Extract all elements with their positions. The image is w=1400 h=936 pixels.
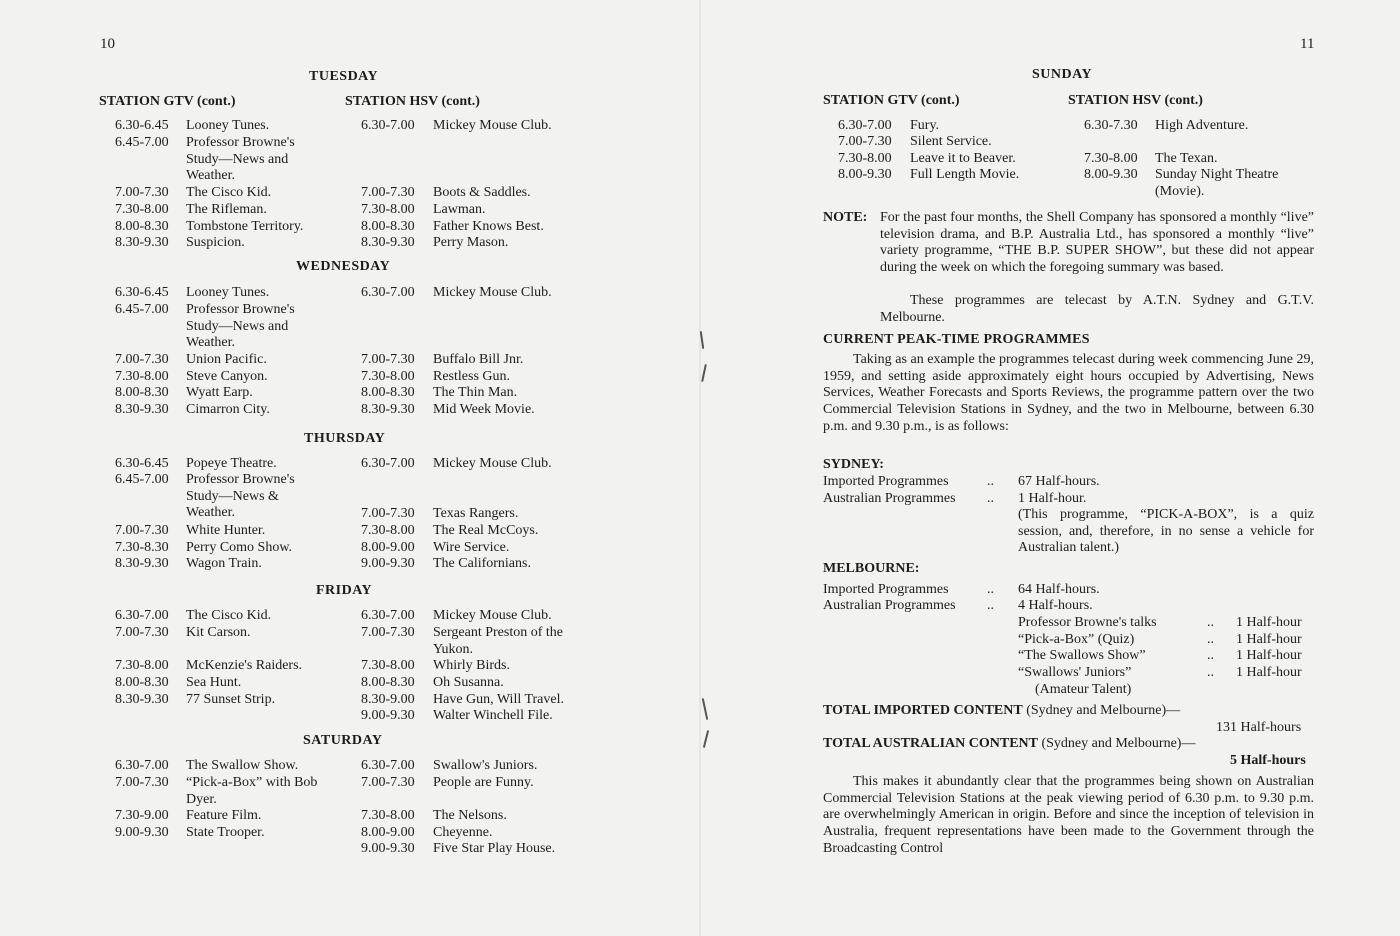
column-heading-hsv: STATION HSV (cont.) (345, 94, 480, 109)
melbourne-imported-value: 64 Half-hours. (1018, 582, 1100, 597)
breakdown-item: “Swallows' Juniors” (1018, 665, 1132, 680)
melbourne-australian-value: 4 Half-hours. (1018, 598, 1093, 613)
sydney-imported-value: 67 Half-hours. (1018, 474, 1100, 489)
peak-intro: Taking as an example the programmes telecast during week commencing June 29, 1959, and setting aside approximately eight hours occupied by Advertising, News Services, Weather Forecasts and Sports Reviews, the programme pattern over the two Commercial Television Stations in Sydney, and the two in Melbourne, between 6.30 p.m. and 9.30 p.m., is as follows: (823, 352, 1314, 434)
dot-leader: .. (987, 598, 994, 613)
total-australian: TOTAL AUSTRALIAN CONTENT (Sydney and Melbourne)— (823, 736, 1196, 751)
dot-leader: .. (1207, 632, 1214, 647)
dot-leader: .. (987, 582, 994, 597)
peak-heading: CURRENT PEAK-TIME PROGRAMMES (823, 332, 1090, 347)
day-heading-tuesday: TUESDAY (309, 69, 379, 84)
melbourne-heading: MELBOURNE: (823, 561, 920, 576)
breakdown-note: (Amateur Talent) (1035, 682, 1132, 697)
dot-leader: .. (987, 474, 994, 489)
closing-paragraph: This makes it abundantly clear that the programmes being shown on Australian Commercial Television Stations at the peak viewing period of 6.30 p.m. to 9.30 p.m. are overwhelmingly American in origin. Before and since the inception of television in Australia, frequent representations have been made to the Government through the Broadcasting Control (823, 774, 1314, 856)
note-label: NOTE: (823, 210, 868, 225)
melbourne-australian-label: Australian Programmes (823, 598, 956, 613)
total-imported: TOTAL IMPORTED CONTENT (Sydney and Melbourne)— (823, 703, 1181, 718)
left-page: 10 TUESDAY STATION GTV (cont.) STATION HSV (cont.) 6.30-6.45 Looney Tunes. 6.45-7.00 Professor Browne's Study—News and Weather. 7.00-7.30 The Cisco Kid. 7.30-8.00 The Rifleman. 8.00-8.30 Tombstone Territory. 8.30-9.30 Suspicion. 6.30-7.00 Mickey Mouse Club. 7.00-7.30 Boots & Saddles. 7.30-8.00 Lawman. 8.00-8.30 Father Knows Best. 8.30-9.30 Perry Mason. WEDNESDAY 6.30-6.45 Looney Tunes. 6.45-7.00 Professor Browne's Study—News and Weather. 7.00-7.30 Union Pacific. 7.30-8.00 Steve Canyon. 8.00-8.30 Wyatt Earp. 8.30-9.30 Cimarron City. 6.30-7.00 Mickey Mouse Club. 7.00-7.30 Buffalo Bill Jnr. 7.30-8.00 Restless Gun. 8.00-8.30 The Thin Man. 8.30-9.30 Mid Week Movie. THURSDAY 6.30-6.45 Popeye Theatre. 6.45-7.00 Professor Browne's Study—News & Weather. 7.00-7.30 White Hunter. 7.30-8.30 Perry Como Show. 8.30-9.30 Wagon Train. 6.30-7.00 Mickey Mouse Club. 7.00-7.30 Texas Rangers. 7.30-8.00 The Real McCoys. 8.00-9.00 Wire Service. 9.00-9.30 The Californians. FRIDAY 6.30-7.00 The Cisco Kid. 7.00-7.30 Kit Carson. 7.30-8.00 McKenzie's Raiders. 8.00-8.30 Sea Hunt. 8.30-9.30 77 Sunset Strip. 6.30-7.00 Mickey Mouse Club. 7.00-7.30 Sergeant Preston of the Yukon. 7.30-8.00 Whirly Birds. 8.00-8.30 Oh Susanna. 8.30-9.00 Have Gun, Will Travel. 9.00-9.30 Walter Winchell File. SATURDAY 6.30-7.00 The Swallow Show. 7.00-7.30 “Pick-a-Box” with Bob Dyer. 7.30-9.00 Feature Film. 9.00-9.30 State Trooper. 6.30-7.00 Swallow's Juniors. 7.00-7.30 People are Funny. 7.30-8.00 The Nelsons. 8.00-9.00 Cheyenne. 9.00-9.30 Five Star Play House. (0, 0, 700, 936)
dot-leader: .. (1207, 615, 1214, 630)
note-text-2: These programmes are telecast by A.T.N. Sydney and G.T.V. Melbourne. (880, 293, 1314, 325)
right-page: 11 SUNDAY STATION GTV (cont.) STATION HSV (cont.) 6.30-7.00 Fury. 7.00-7.30 Silent Service. 7.30-8.00 Leave it to Beaver. 8.00-9.30 Full Length Movie. 6.30-7.30 High Adventure. 7.30-8.00 The Texan. 8.00-9.30 Sunday Night Theatre (Movie). NOTE: For the past four months, the Shell Company has sponsored a monthly “live” television drama, and B.P. Australia Ltd., has sponsored a monthly “live” variety programme, “THE B.P. SUPER SHOW”, but these did not appear during the week on which the foregoing summary was based. These programmes are telecast by A.T.N. Sydney and G.T.V. Melbourne. CURRENT PEAK-TIME PROGRAMMES Taking as an example the programmes telecast during week commencing June 29, 1959, and setting aside approximately eight hours occupied by Advertising, News Services, Weather Forecasts and Sports Reviews, the programme pattern over the two Commercial Television Stations in Sydney, and the two in Melbourne, between 6.30 p.m. and 9.30 p.m., is as follows: SYDNEY: Imported Programmes .. 67 Half-hours. Australian Programmes .. 1 Half-hour. (This programme, “PICK-A-BOX”, is a quiz session, and, therefore, in no sense a vehicle for Australian talent.) MELBOURNE: Imported Programmes .. 64 Half-hours. Australian Programmes .. 4 Half-hours. Professor Browne's talks .. 1 Half-hour “Pick-a-Box” (Quiz) .. 1 Half-hour “The Swallows Show” .. 1 Half-hour “Swallows' Juniors” .. 1 Half-hour (Amateur Talent) TOTAL IMPORTED CONTENT (Sydney and Melbourne)— 131 Half-hours TOTAL AUSTRALIAN CONTENT (Sydney and Melbourne)— 5 Half-hours This makes it abundantly clear that the programmes being shown on Australian Commercial Television Stations at the peak viewing period of 6.30 p.m. to 9.30 p.m. are overwhelmingly American in origin. Before and since the inception of television in Australia, frequent representations have been made to the Government through the Broadcasting Control (823, 36, 1315, 856)
dot-leader: .. (987, 491, 994, 506)
total-imported-value: 131 Half-hours (1216, 720, 1302, 735)
dot-leader: .. (1207, 665, 1214, 680)
breakdown-item: Professor Browne's talks (1018, 615, 1157, 630)
sydney-heading: SYDNEY: (823, 457, 884, 472)
column-heading-gtv: STATION GTV (cont.) (99, 94, 236, 109)
day-heading-thursday: THURSDAY (304, 431, 386, 446)
day-heading-sunday: SUNDAY (1032, 67, 1093, 82)
sydney-australian-value: 1 Half-hour. (1018, 491, 1087, 506)
total-australian-value: 5 Half-hours (1230, 753, 1306, 768)
page-number: 10 (100, 36, 115, 52)
day-heading-wednesday: WEDNESDAY (296, 259, 391, 274)
breakdown-value: 1 Half-hour (1236, 632, 1302, 647)
column-heading-gtv: STATION GTV (cont.) (823, 93, 960, 108)
dot-leader: .. (1207, 648, 1214, 663)
breakdown-value: 1 Half-hour (1236, 648, 1302, 663)
note-text: For the past four months, the Shell Company has sponsored a monthly “live” television drama, and B.P. Australia Ltd., has sponsored a monthly “live” variety programme, “THE B.P. SUPER SHOW”, but these did not appear during the week on which the foregoing summary was based. (880, 210, 1314, 276)
breakdown-value: 1 Half-hour (1236, 615, 1302, 630)
column-heading-hsv: STATION HSV (cont.) (1068, 93, 1203, 108)
breakdown-item: “The Swallows Show” (1018, 648, 1146, 663)
breakdown-value: 1 Half-hour (1236, 665, 1302, 680)
breakdown-item: “Pick-a-Box” (Quiz) (1018, 632, 1135, 647)
sydney-note: (This programme, “PICK-A-BOX”, is a quiz session, and, therefore, in no sense a vehicle for Australian talent.) (1018, 507, 1314, 556)
page-number: 11 (1300, 36, 1315, 52)
day-heading-friday: FRIDAY (316, 583, 373, 598)
sydney-imported-label: Imported Programmes (823, 474, 949, 489)
day-heading-saturday: SATURDAY (303, 733, 383, 748)
melbourne-imported-label: Imported Programmes (823, 582, 949, 597)
sydney-australian-label: Australian Programmes (823, 491, 956, 506)
